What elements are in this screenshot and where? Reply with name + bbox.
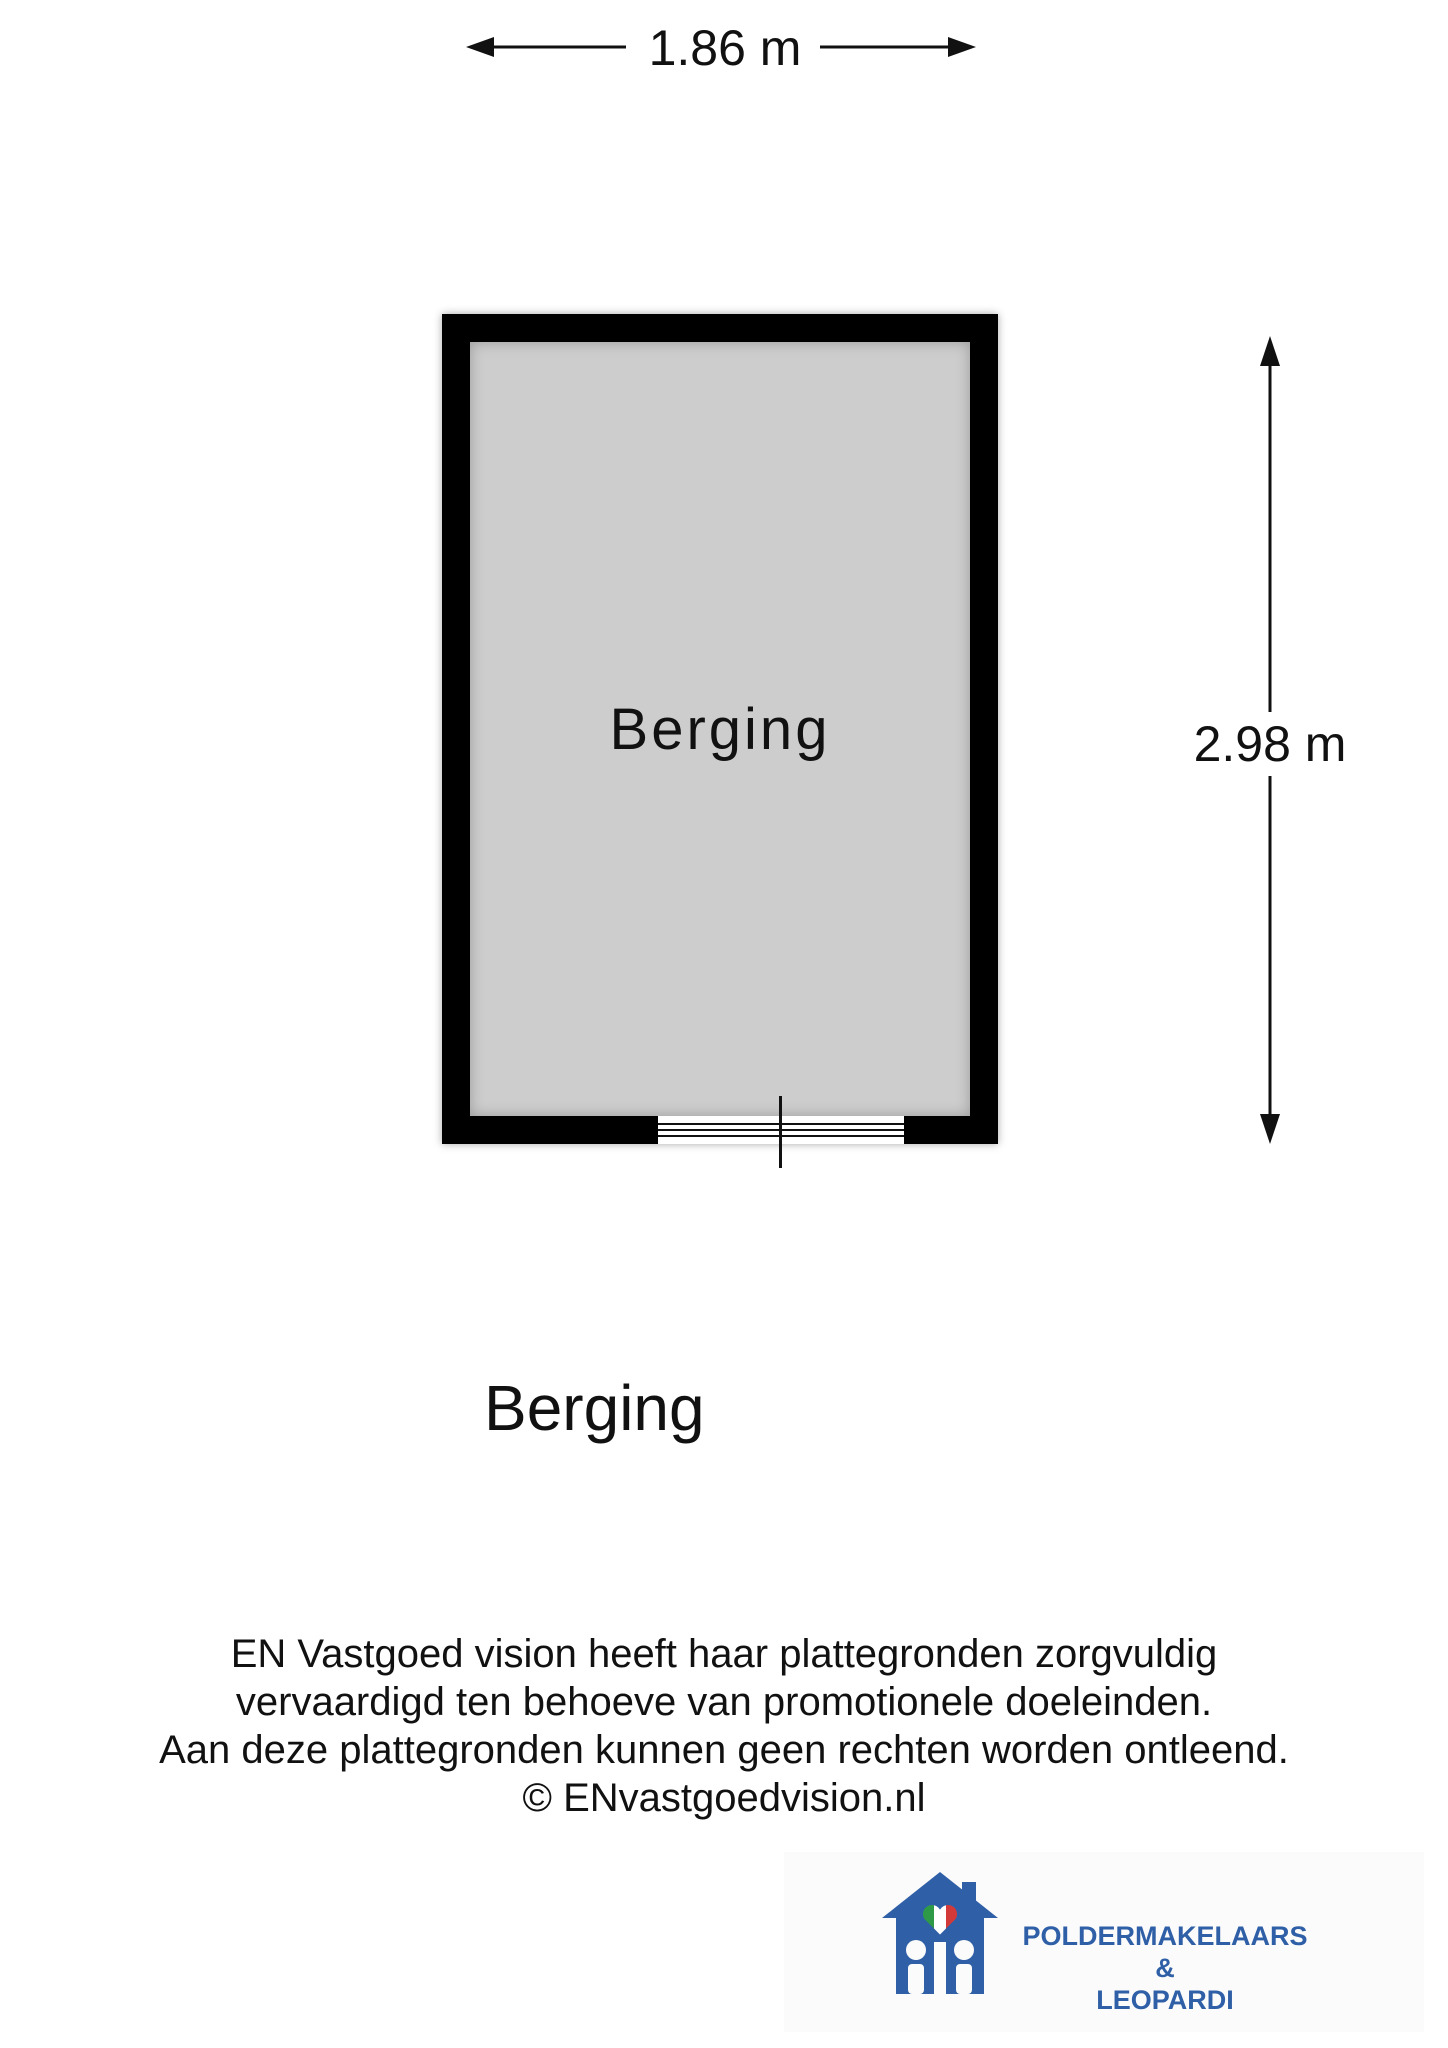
width-dimension-label: 1.86 m <box>630 16 820 80</box>
room-label: Berging <box>609 697 831 762</box>
copyright-line: © ENvastgoedvision.nl <box>522 1776 926 1820</box>
logo-line: & <box>1155 1953 1175 1983</box>
logo-line: LEOPARDI <box>1096 1985 1234 2015</box>
height-dimension-label: 2.98 m <box>1170 712 1370 776</box>
logo-text <box>1000 1920 1330 2016</box>
house-heart-icon <box>878 1868 1002 1998</box>
disclaimer-line: vervaardigd ten behoeve van promotionele doeleinden. <box>235 1680 1213 1724</box>
door-post <box>779 1096 782 1168</box>
disclaimer-text <box>60 1630 1388 1822</box>
floor-caption: Berging <box>484 1372 705 1444</box>
logo-line: POLDERMAKELAARS <box>1022 1921 1308 1951</box>
disclaimer-line: EN Vastgoed vision heeft haar plattegronden zorgvuldig <box>230 1632 1218 1676</box>
disclaimer-line: Aan deze plattegronden kunnen geen rechten worden ontleend. <box>159 1728 1289 1772</box>
